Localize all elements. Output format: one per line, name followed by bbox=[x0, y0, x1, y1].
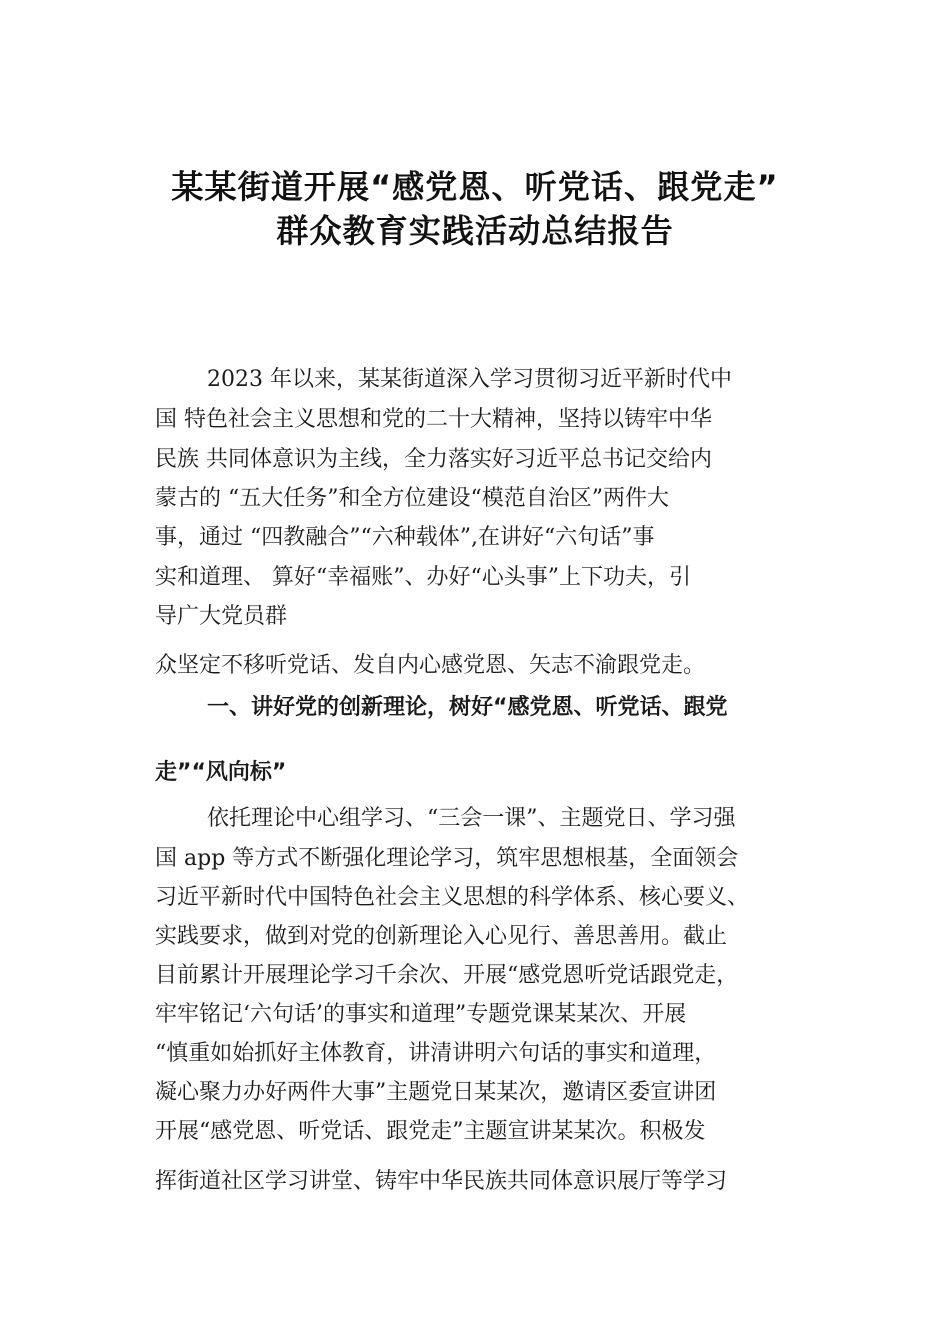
intro-line: 众坚定不移听党话、发自内心感党恩、矢志不渝跟党走。 bbox=[155, 653, 706, 678]
section-1-line: “慎重如始抓好主体教育，讲清讲明六句话的事实和道理， bbox=[155, 1041, 717, 1066]
intro-line: 民族 共同体意识为主线，全力落实好习近平总书记交给内 bbox=[155, 447, 712, 472]
intro-line: 实和道理、 算好“幸福账”、办好“心头事”上下功夫，引 bbox=[155, 565, 691, 590]
section-1-line: 习近平新时代中国特色社会主义思想的科学体系、核心要义、 bbox=[155, 885, 750, 910]
section-1-line: 国 app 等方式不断强化理论学习，筑牢思想根基，全面领会 bbox=[155, 846, 739, 871]
section-1-line: 凝心聚力办好两件大事”主题党日某某次，邀请区委宣讲团 bbox=[155, 1080, 717, 1105]
section-1-line: 实践要求，做到对党的创新理论入心见行、善思善用。截止 bbox=[155, 924, 728, 949]
section-1-line: 挥街道社区学习讲堂、铸牢中华民族共同体意识展厅等学习 bbox=[155, 1169, 728, 1194]
document-title-line-2: 群众教育实践活动总结报告 bbox=[276, 212, 674, 250]
intro-line: 导广大党员群 bbox=[155, 604, 288, 629]
section-1-line: 目前累计开展理论学习千余次、开展“感党恩听党话跟党走， bbox=[155, 963, 739, 988]
document-title-line-1: 某某街道开展“感党恩、听党话、跟党走” bbox=[171, 168, 779, 206]
intro-line: 蒙古的 “五大任务”和全方位建设“模范自治区”两件大 bbox=[155, 486, 669, 511]
section-1-line: 牢牢铭记‘六句话’的事实和道理”专题党课某某次、开展 bbox=[155, 1002, 687, 1027]
intro-line: 事，通过 “四教融合”“六种载体”,在讲好“六句话”事 bbox=[155, 525, 655, 550]
section-1-line: 开展“感党恩、听党话、跟党走”主题宣讲某某次。积极发 bbox=[155, 1119, 706, 1144]
section-1-heading: 一、讲好党的创新理论，树好“感党恩、听党话、跟党 bbox=[207, 695, 728, 720]
intro-line: 国 特色社会主义思想和党的二十大精神，坚持以铸牢中华 bbox=[155, 407, 712, 432]
section-1-heading-cont: 走”“风向标” bbox=[155, 760, 287, 785]
section-1-line: 依托理论中心组学习、“三会一课”、主题党日、学习强 bbox=[207, 806, 736, 831]
intro-line: 2023 年以来，某某街道深入学习贯彻习近平新时代中 bbox=[207, 367, 732, 392]
